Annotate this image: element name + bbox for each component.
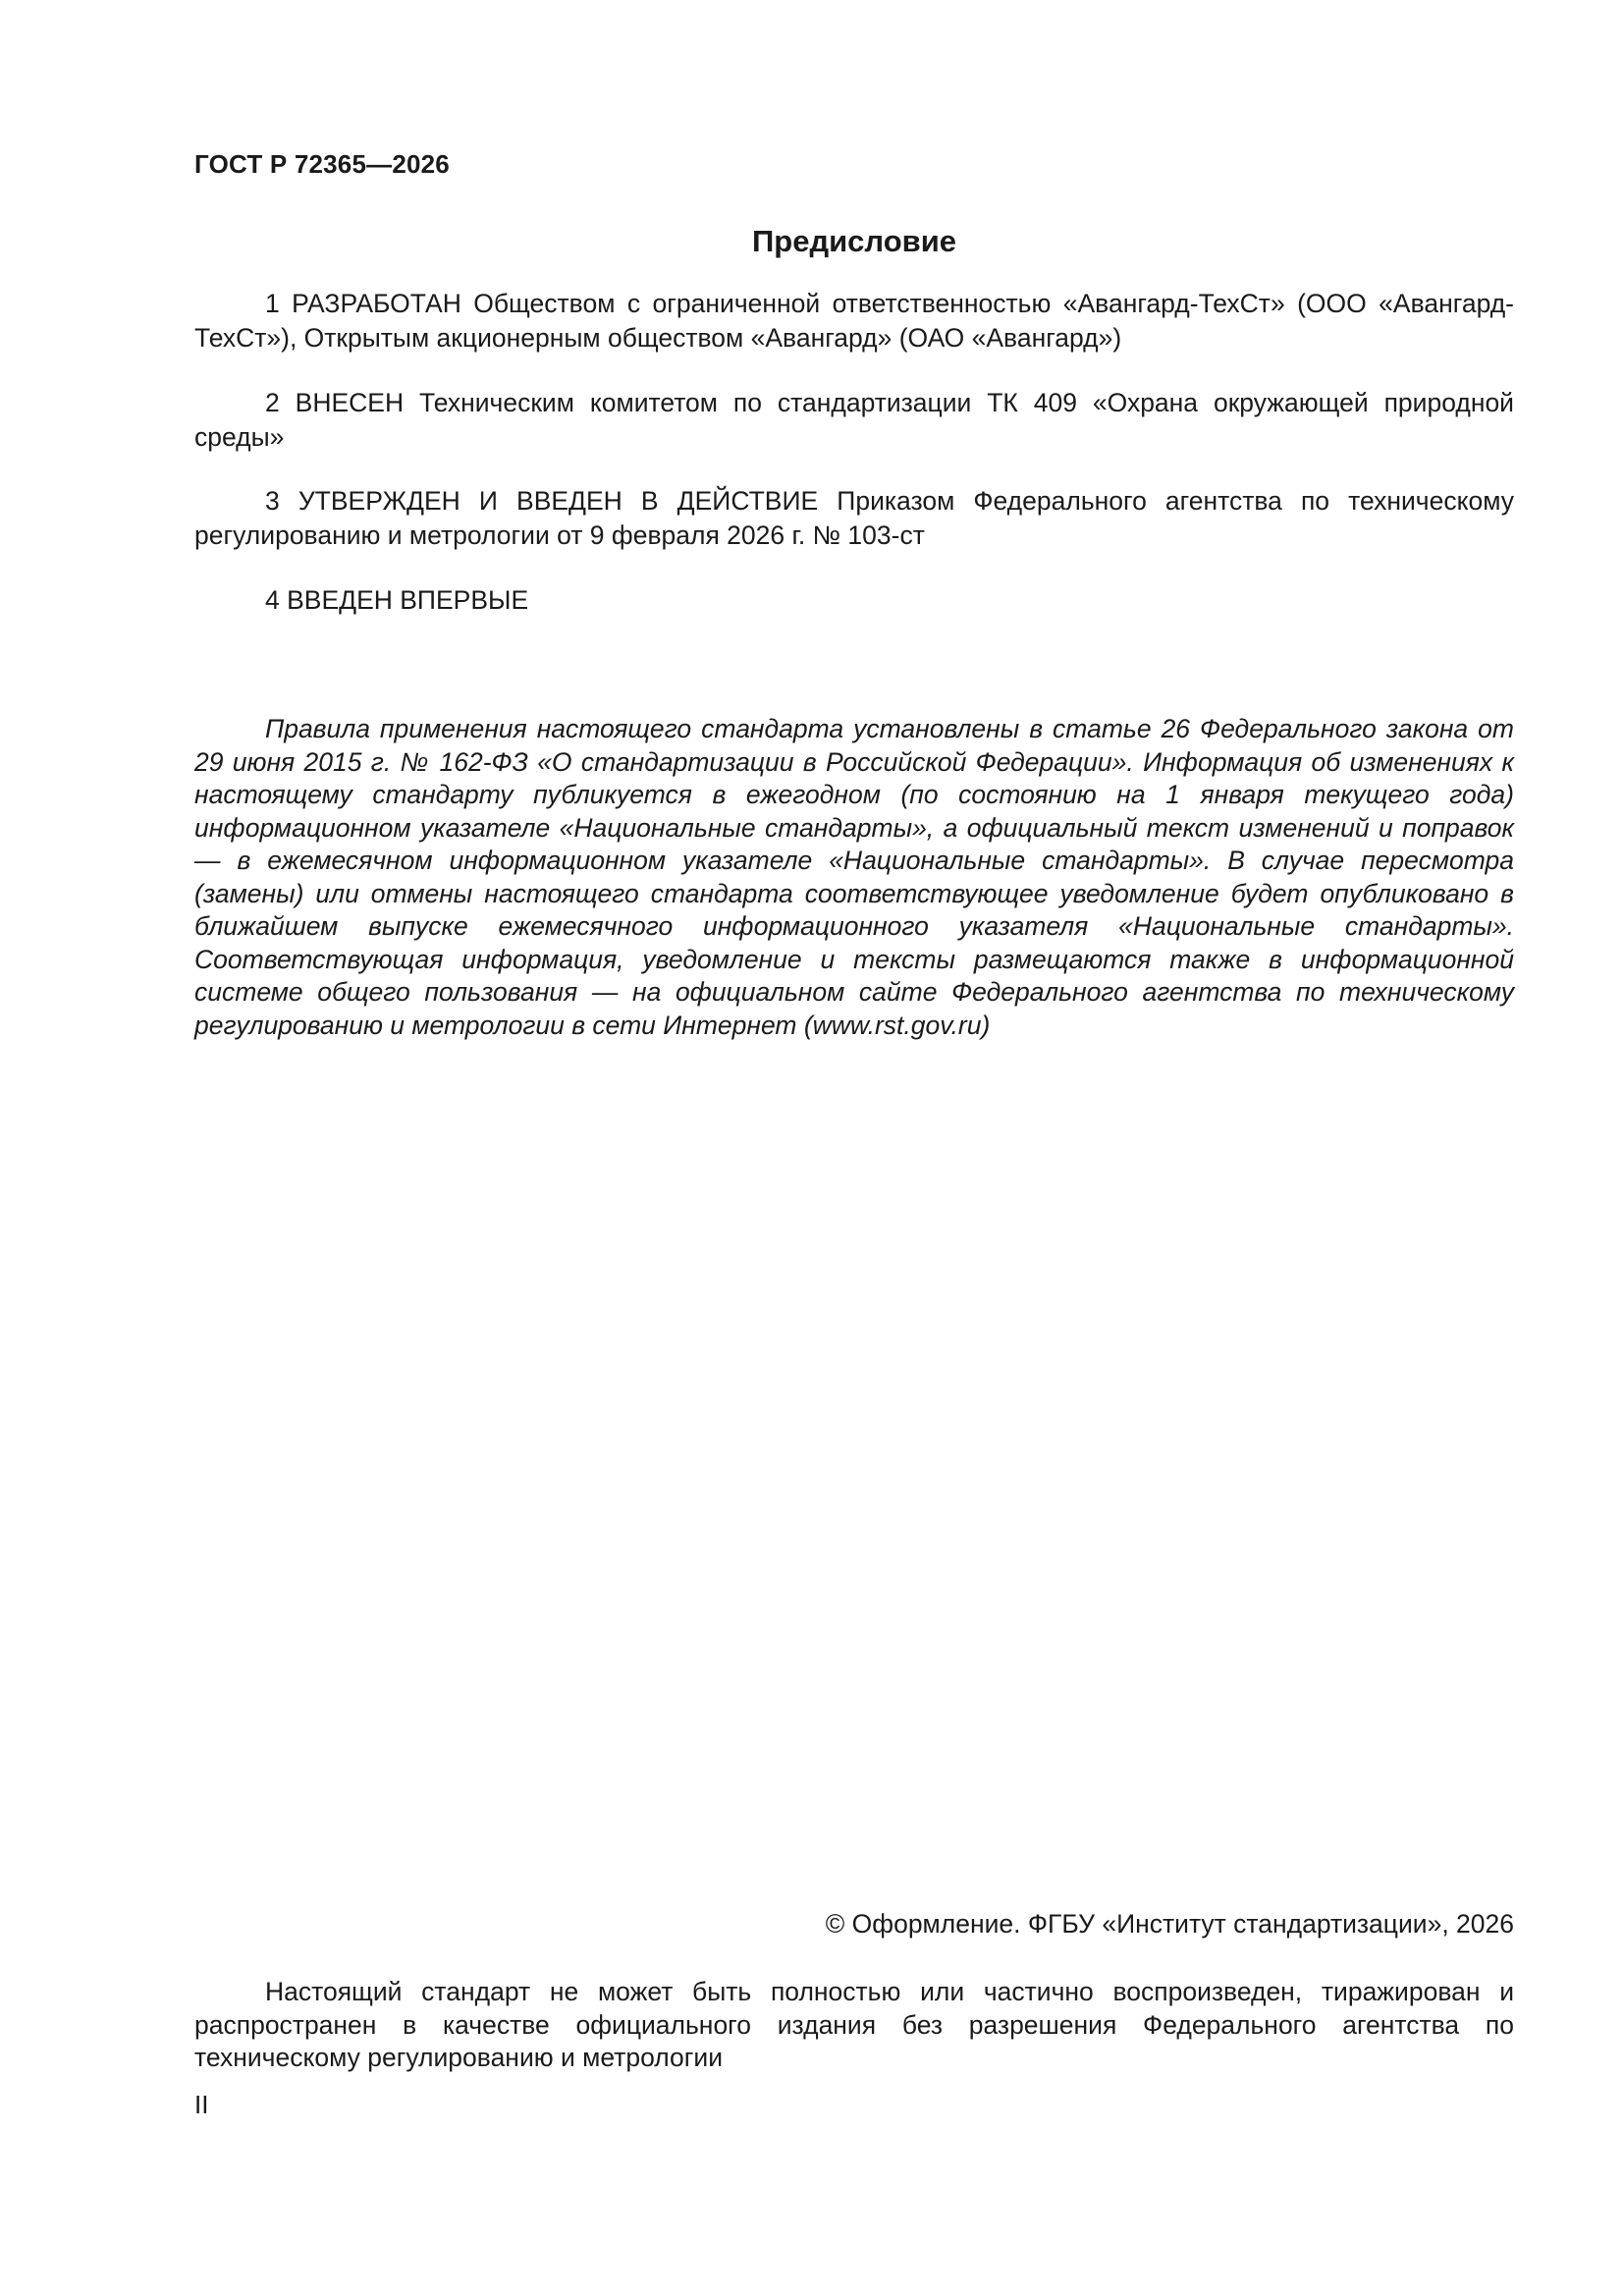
copyright-line: © Оформление. ФГБУ «Институт стандартизации», 2026 — [825, 1909, 1514, 1939]
foreword-item-approved: 3 УТВЕРЖДЕН И ВВЕДЕН В ДЕЙСТВИЕ Приказом Федерального агентства по техническому регулированию и метрологии от 9 февраля 2026 г. № 103-ст — [194, 486, 1514, 550]
page-number: II — [194, 2090, 209, 2119]
reproduction-restriction: Настоящий стандарт не может быть полностью или частично воспроизведен, тиражирован и распространен в качестве официального издания без разрешения Федерального агентства по техническому регулированию и метрологии — [194, 1977, 1514, 2072]
foreword-item-first-introduced: 4 ВВЕДЕН ВПЕРВЫЕ — [265, 585, 529, 615]
foreword-item-introduced: 2 ВНЕСЕН Техническим комитетом по стандартизации ТК 409 «Охрана окружающей природной среды» — [194, 388, 1514, 452]
foreword-item-developed: 1 РАЗРАБОТАН Обществом с ограниченной ответственностью «Авангард-ТехСт» (ООО «Авангард-ТехСт»), Открытым акционерным обществом «Авангард» (ОАО «Авангард») — [194, 289, 1514, 353]
document-code: ГОСТ Р 72365—2026 — [194, 149, 450, 179]
page-title: Предисловие — [751, 224, 956, 258]
application-rules-notice: Правила применения настоящего стандарта установлены в статье 26 Федерального закона от 29 июня 2015 г. № 162-ФЗ «О стандартизации в Российской Федерации». Информация об изменениях к настоящему стандарту публикуется в ежегодном (по состоянию на 1 января текущего года) информационном указателе «Национальные стандарты», а официальный текст изменений и поправок — в ежемесячном информационном указателе «Национальные стандарты». В случае пересмотра (замены) или отмены настоящего стандарта соответствующее уведомление будет опубликовано в ближайшем выпуске ежемесячного информационного указателя «Национальные стандарты». Соответствующая информация, уведомление и тексты размещаются также в информационной системе общего пользования — на официальном сайте Федерального агентства по техническому регулированию и метрологии в сети Интернет (www.rst.gov.ru) — [194, 714, 1514, 1040]
